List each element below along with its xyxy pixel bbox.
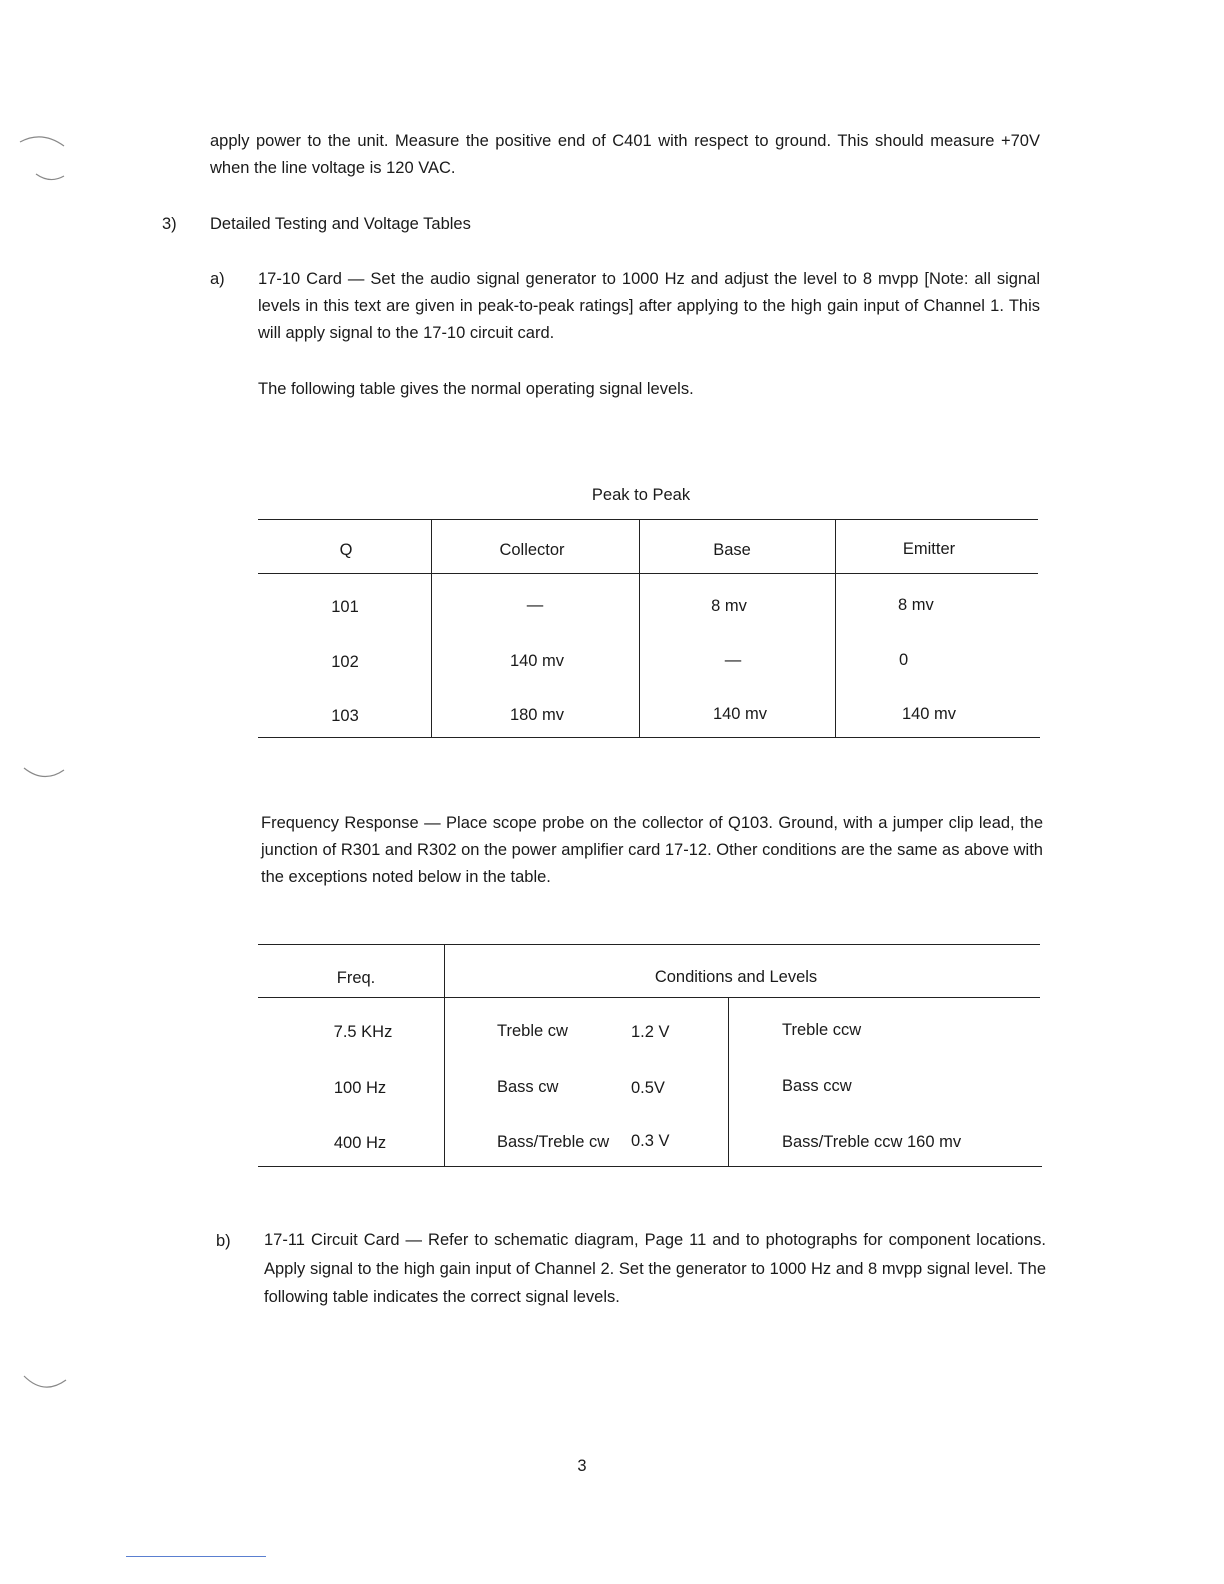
table-intro-paragraph: The following table gives the normal operating signal levels. [258, 380, 694, 398]
table-divider [835, 519, 836, 737]
condition-cw-value: 1.2 V [631, 1023, 670, 1041]
header-emitter: Emitter [902, 540, 956, 558]
table-cell: 8 mv [898, 596, 934, 614]
table-divider [431, 519, 432, 737]
binder-hole-mark-middle [14, 748, 74, 788]
table-cell: 101 [331, 598, 359, 616]
freq-cell: 100 Hz [333, 1079, 387, 1097]
condition-cw-value: 0.5V [631, 1079, 665, 1097]
header-q: Q [339, 541, 353, 559]
table-cell: 102 [331, 653, 359, 671]
table-cell: — [724, 651, 742, 669]
table-cell: 0 [899, 651, 909, 669]
table-cell: 140 mv [712, 705, 768, 723]
header-freq: Freq. [336, 969, 376, 987]
section-title: Detailed Testing and Voltage Tables [210, 215, 471, 233]
table-header-rule [258, 997, 1040, 998]
table-cell: 180 mv [509, 706, 565, 724]
footnote-rule [126, 1556, 266, 1557]
page-number: 3 [577, 1457, 587, 1475]
table-bottom-rule [258, 737, 1040, 738]
header-conditions: Conditions and Levels [654, 968, 818, 986]
table-caption: Peak to Peak [591, 486, 691, 504]
item-a-paragraph: 17-10 Card — Set the audio signal generator to 1000 Hz and adjust the level to 8 mvpp [Note: all signal levels in this text are given in peak-to-peak ratings] after applying to the high gain input of Channel 1. This will apply signal to the 17-10 circuit card. [258, 270, 1040, 342]
binder-hole-mark-top [14, 128, 74, 188]
item-b-label: b) [216, 1232, 231, 1250]
table-divider [639, 519, 640, 737]
condition-cw-label: Bass cw [497, 1078, 559, 1096]
table-cell: 140 mv [901, 705, 957, 723]
freq-cell: 400 Hz [333, 1134, 387, 1152]
condition-ccw: Treble ccw [782, 1021, 862, 1039]
header-base: Base [713, 541, 751, 559]
item-b-paragraph: 17-11 Circuit Card — Refer to schematic diagram, Page 11 and to photographs for component locations. Apply signal to the high gain input of Channel 2. Set the generator to 1000 Hz and 8 mvpp signal level. The following table indicates the correct signal levels. [264, 1231, 1046, 1306]
table-cell: 140 mv [509, 652, 565, 670]
table-bottom-rule [258, 1166, 1042, 1167]
table-header-rule [258, 573, 1038, 574]
table-divider [728, 997, 729, 1166]
binder-hole-mark-bottom [14, 1360, 74, 1400]
freq-cell: 7.5 KHz [333, 1023, 393, 1041]
item-a-label: a) [210, 270, 225, 288]
table-cell: — [526, 596, 544, 614]
condition-cw-label: Bass/Treble cw [497, 1133, 610, 1151]
table-top-rule [258, 519, 1038, 520]
table-divider [444, 944, 445, 1166]
table-cell: 8 mv [711, 597, 747, 615]
table-cell: 103 [331, 707, 359, 725]
condition-cw-value: 0.3 V [631, 1132, 670, 1150]
condition-cw-label: Treble cw [497, 1022, 568, 1040]
condition-ccw: Bass ccw [782, 1077, 852, 1095]
section-number: 3) [162, 215, 177, 233]
table-top-rule [258, 944, 1040, 945]
condition-ccw: Bass/Treble ccw 160 mv [782, 1133, 962, 1151]
frequency-response-paragraph: Frequency Response — Place scope probe on the collector of Q103. Ground, with a jumper clip lead, the junction of R301 and R302 on the power amplifier card 17-12. Other conditions are the same as above with the exceptions noted below in the table. [261, 814, 1043, 886]
intro-paragraph: apply power to the unit. Measure the positive end of C401 with respect to ground. This should measure +70V when the line voltage is 120 VAC. [210, 132, 1040, 177]
header-collector: Collector [499, 541, 565, 559]
